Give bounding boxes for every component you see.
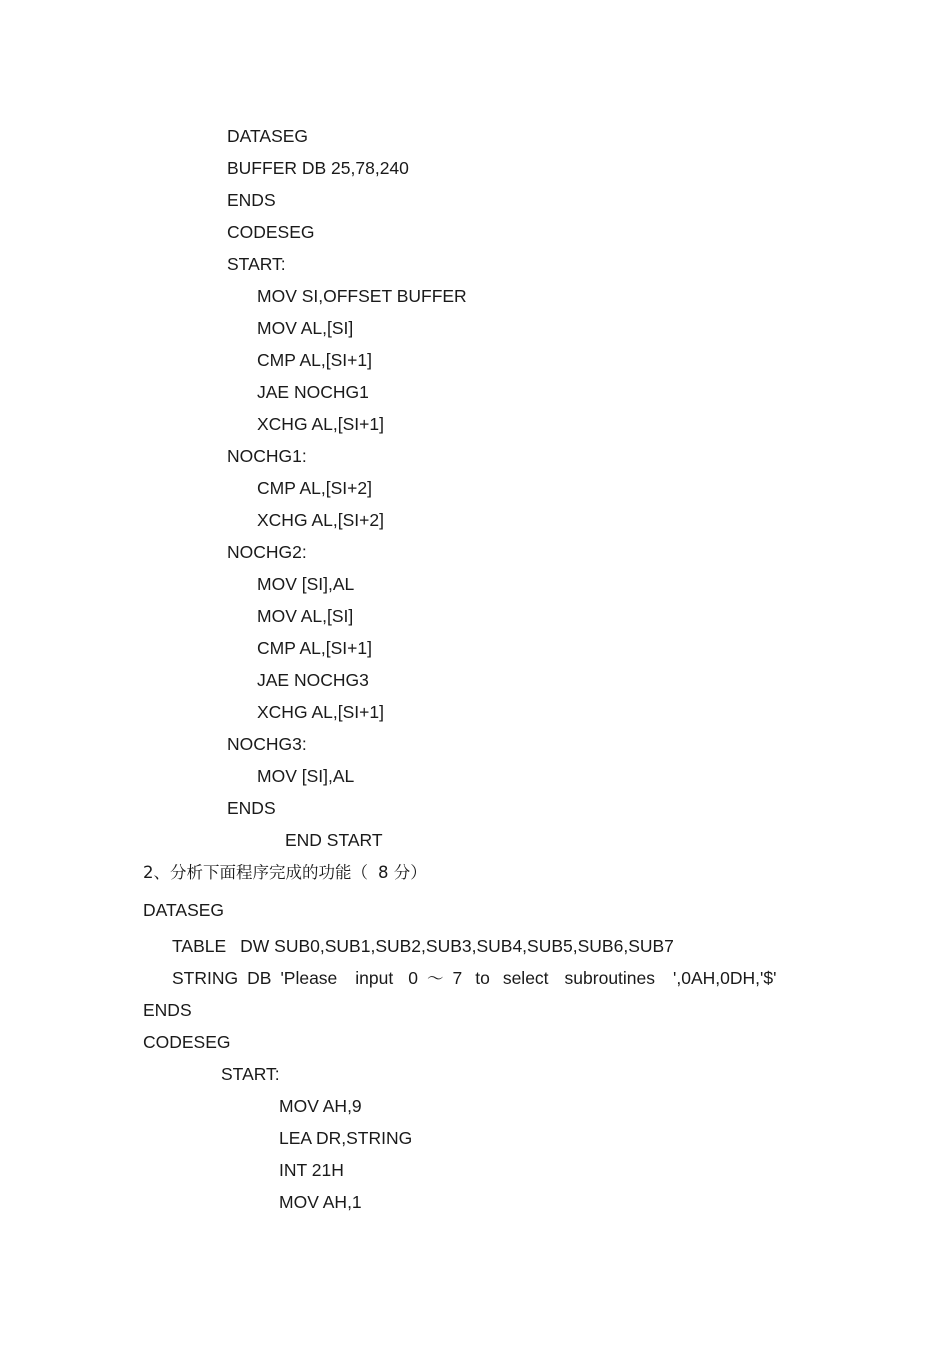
code-line: MOV SI,OFFSET BUFFER [257,286,467,306]
code-line: JAE NOCHG1 [257,382,369,402]
code-line: MOV [SI],AL [257,766,355,786]
code-line: MOV AH,1 [279,1192,362,1212]
code-line: MOV [SI],AL [257,574,355,594]
code-token: DW SUB0,SUB1,SUB2,SUB3,SUB4,SUB5,SUB6,SUB7 [240,936,674,956]
code-label: START: [221,1064,280,1084]
code-line: END START [285,830,383,850]
question-heading-text: 2、分析下面程序完成的功能（ [143,863,368,882]
code-token: 7 [452,968,463,988]
code-line: ENDS [227,798,276,818]
code-line: ENDS [227,190,276,210]
code-label: NOCHG2: [227,542,307,562]
code-token: DB [247,968,272,988]
code-line: MOV AL,[SI] [257,318,354,338]
code-token: TABLE [172,936,227,956]
code-label: NOCHG3: [227,734,307,754]
code-line: CMP AL,[SI+2] [257,478,372,498]
code-line: JAE NOCHG3 [257,670,369,690]
code-token: input [355,968,394,988]
code-line: LEA DR,STRING [279,1128,413,1148]
code-token: ',0AH,0DH,'$' [673,968,777,988]
code-line: INT 21H [279,1160,344,1180]
code-line: DATASEG [143,900,225,920]
code-token: subroutines [564,968,656,988]
code-token: to [475,968,490,988]
question-points: 8 分） [378,863,427,882]
code-line: CODESEG [143,1032,231,1052]
code-line: BUFFER DB 25,78,240 [227,158,409,178]
code-line: CMP AL,[SI+1] [257,638,372,658]
code-line-table [172,935,674,957]
code-label: NOCHG1: [227,446,307,466]
code-token: select [502,968,549,988]
code-token: 'Please [280,968,338,988]
code-line: ENDS [143,1000,192,1020]
question-heading [143,861,427,884]
code-line: DATASEG [227,126,309,146]
code-token: STRING [172,968,239,988]
code-line: XCHG AL,[SI+1] [257,414,384,434]
code-line: XCHG AL,[SI+1] [257,702,384,722]
code-token: 0 [408,968,418,988]
code-line: XCHG AL,[SI+2] [257,510,384,530]
code-line: CMP AL,[SI+1] [257,350,372,370]
code-line-string [172,967,776,990]
code-line: MOV AL,[SI] [257,606,354,626]
code-line: MOV AH,9 [279,1096,362,1116]
code-label: START: [227,254,286,274]
code-line: CODESEG [227,222,315,242]
code-token: ～ [426,969,444,988]
